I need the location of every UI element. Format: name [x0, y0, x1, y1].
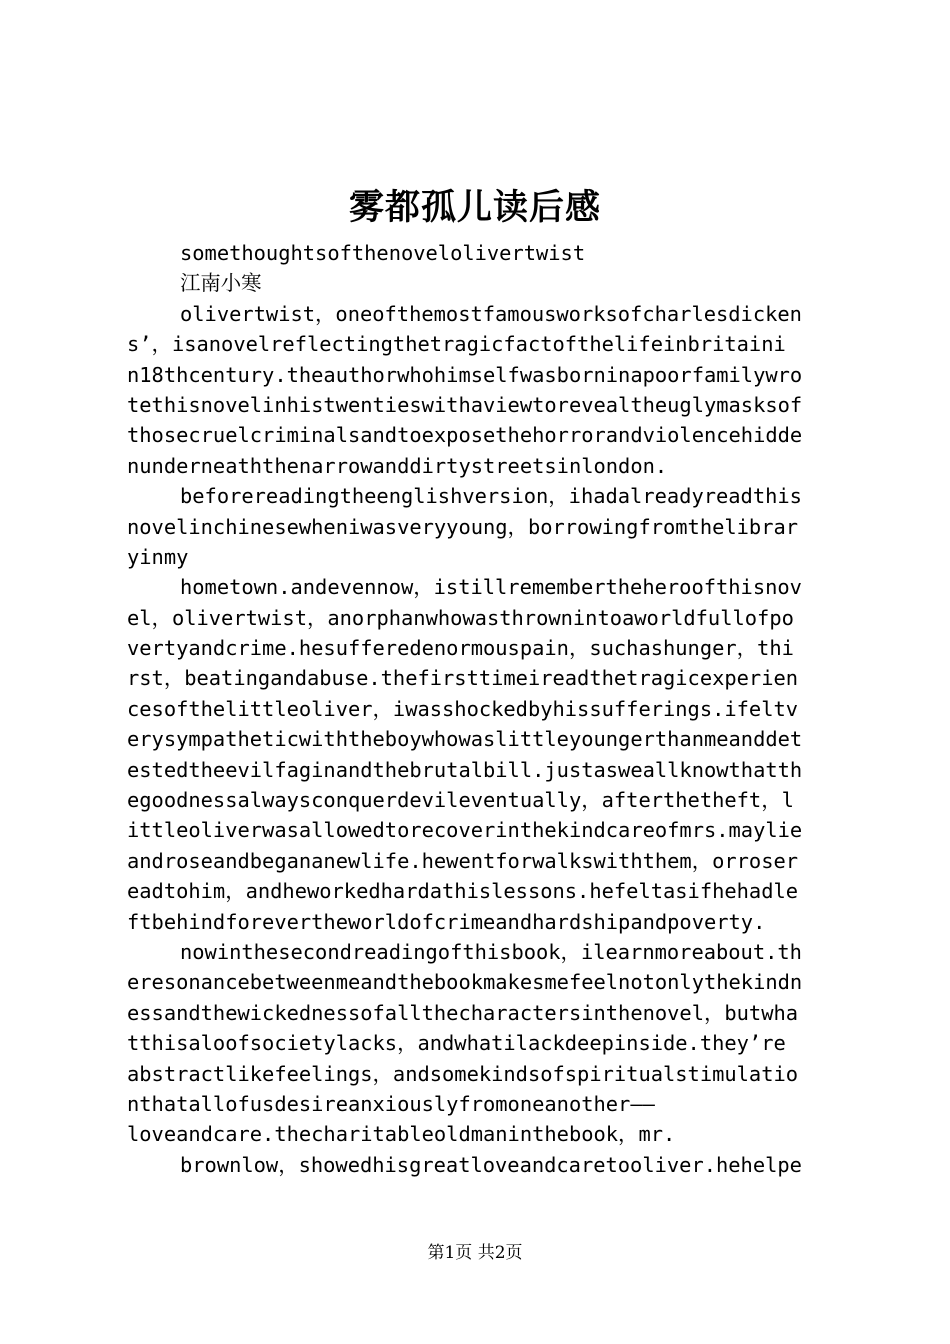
text-line: rst，beatingandabuse.thefirsttimeireadthetragicexperien — [127, 666, 799, 691]
text-line: hometown.andevennow，istillremembertheheroofthisnov — [180, 575, 802, 600]
text-line: nthatallofusdesireanxiouslyfromoneanother—— — [127, 1091, 655, 1116]
text-line: thosecruelcriminalsandtoexposethehorrorandviolencehidde — [127, 423, 803, 448]
text-line: brownlow，showedhisgreatloveandcaretooliver.hehelpe — [180, 1152, 802, 1177]
text-line: androseandbegananewlife.hewentforwalkswiththem，orroser — [127, 848, 799, 873]
text-line: nunderneaththenarrowanddirtystreetsinlondon. — [127, 453, 668, 478]
text-line: loveandcare.thecharitableoldmaninthebook，mr. — [127, 1122, 676, 1147]
text-line: somethoughtsofthenovelolivertwist — [180, 241, 586, 265]
text-line: eadtohim，andheworkedhardathislessons.hefeltasifhehadle — [127, 879, 799, 904]
text-line: eresonancebetweenmeandthebookmakesmefeelnotonlythekindn — [127, 970, 803, 995]
text-line: 江南小寒 — [180, 271, 262, 296]
text-line: beforereadingtheenglishversion，ihadalreadyreadthis — [180, 484, 802, 509]
text-line: olivertwist，oneofthemostfamousworksofcharlesdicken — [180, 301, 802, 326]
text-line: tthisaloofsocietylacks，andwhatilackdeepinside.they’re — [127, 1031, 786, 1056]
document-title: 雾都孤儿读后感 — [348, 187, 601, 228]
text-line: egoodnessalwaysconquerdevileventually，afterthetheft，l — [127, 788, 794, 813]
text-line: tethisnovelinhistwentieswithaviewtorevealtheuglymasksof — [127, 392, 803, 417]
text-line: essandthewickednessofallthecharactersinthenovel，butwha — [127, 1000, 799, 1025]
text-line: erysympatheticwiththeboywhowaslittleyoungerthanmeanddet — [127, 727, 803, 752]
text-line: ftbehindforevertheworldofcrimeandhardshipandpoverty. — [127, 909, 766, 934]
text-line: abstractlikefeelings，andsomekindsofspiritualstimulatio — [127, 1061, 799, 1086]
text-line: ittleoliverwasallowedtorecoverinthekindcareofmrs.maylie — [127, 818, 803, 843]
text-line: cesofthelittleoliver，iwasshockedbyhissufferings.ifeltv — [127, 696, 799, 721]
text-line: nowinthesecondreadingofthisbook，ilearnmoreabout.th — [180, 939, 802, 964]
page-footer: 第1页 共2页 — [427, 1243, 523, 1263]
text-line: el，olivertwist，anorphanwhowasthrownintoaworldfullofpo — [127, 605, 794, 630]
text-line: yinmy — [127, 544, 189, 569]
text-line: s’，isanovelreflectingthetragicfactofthelifeinbritaini — [127, 332, 786, 357]
text-line: n18thcentury.theauthorwhohimselfwasborninapoorfamilywro — [127, 362, 803, 387]
text-line: estedtheevilfaginandthebrutalbill.justasweallknowthatth — [127, 757, 803, 782]
text-line: vertyandcrime.hesufferedenormouspain，suchashunger，thi — [127, 636, 794, 661]
document-body — [127, 238, 835, 1180]
text-line: novelinchinesewheniwasveryyoung，borrowingfromthelibrar — [127, 514, 799, 539]
